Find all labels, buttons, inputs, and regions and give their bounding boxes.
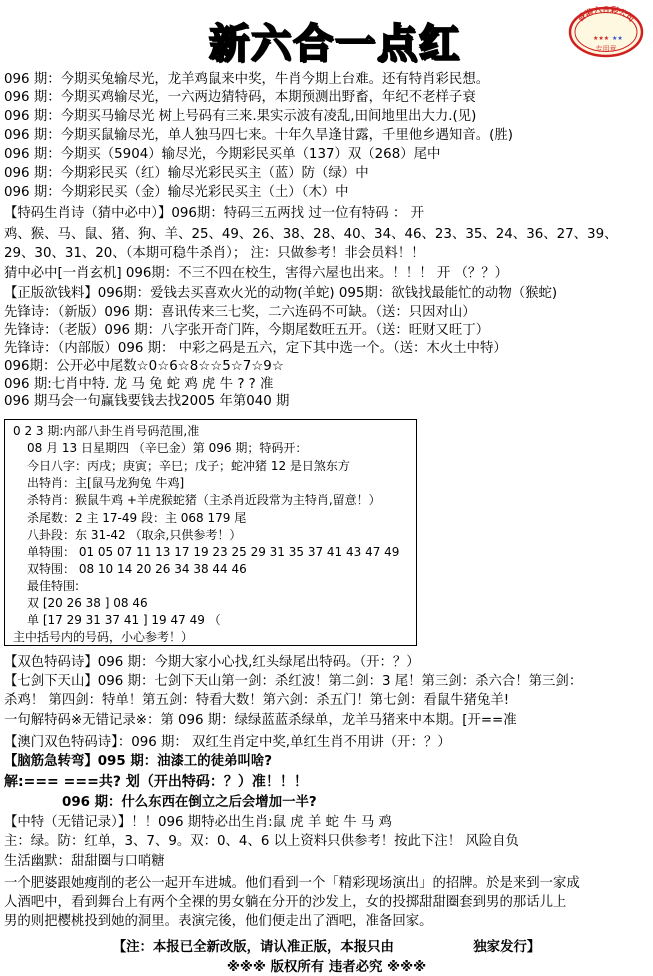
text-line: 先锋诗：（内部版）096 期： 中彩之码是五六，定下其中选一个。（送：木火土中特）	[4, 341, 507, 356]
official-seal-icon	[568, 6, 644, 58]
text-line: 【中特（无错记录）】！！096 期特必出生肖:鼠 虎 羊 蛇 牛 马 鸡	[4, 815, 392, 830]
text-line: 鸡、猴、马、鼠、猪、狗、羊、25、49、26、38、28、40、34、46、23、35、24、36、27、39、	[4, 227, 618, 242]
text-line: 男的则把樱桃投到她的洞里。表演完後，他们便走出了酒吧，准备回家。	[4, 914, 433, 929]
box-line: 杀特肖：猴鼠牛鸡 +羊虎猴蛇猪（主杀肖近段常为主特肖,留意！）	[27, 493, 381, 507]
text-line: 096期：公开必中尾数☆0☆6☆8☆☆5☆7☆9☆	[4, 359, 284, 374]
footer-notice-right: 独家发行】	[473, 940, 541, 955]
text-line: 096 期：今期买（5904）输尽光，今期彩民买单（137）双（268）尾中	[4, 147, 441, 162]
text-line: 杀鸡！ 第四剑：特单！第五剑：特看大数！第六剑：杀五门！第七剑：看鼠牛猪兔羊!	[4, 693, 510, 708]
box-line: 最佳特围:	[27, 579, 80, 593]
text-line: 096 期：今期买鼠输尽光，单人独马四七来。十年久旱逢甘露，千里他乡遇知音。(胜)	[4, 128, 513, 143]
text-line: 【脑筋急转弯】095 期：油漆工的徒弟叫啥?	[4, 754, 273, 769]
text-line: 【双色特码诗】096 期：今期大家小心找,红头绿尾出特码。（开：？）	[4, 655, 420, 670]
box-line: 0 2 3 期:内部八卦生肖号码范围,准	[13, 424, 200, 438]
svg-text:★★★: ★★★	[593, 35, 610, 42]
seal-bottom-text: 专用章	[595, 45, 617, 53]
text-line: 29、30、31、20、（本期可稳牛杀肖）； 注：只做参考！非会员料！！	[4, 246, 425, 261]
text-line: 096 期：今期买兔输尽光，龙羊鸡鼠来中奖，牛肖今期上台难。还有特肖彩民想。	[4, 72, 490, 87]
masthead	[0, 0, 653, 70]
text-line: 096 期:七肖中特. 龙 马 兔 蛇 鸡 虎 牛 ? ? 准	[4, 377, 274, 392]
box-line: 08 月 13 日星期四 （辛巳金）第 096 期；特码开：	[27, 441, 308, 455]
text-line: 096 期：今期买鸡输尽光，一六两边猜特码，本期预测出野畜，年纪不老样子衰	[4, 90, 476, 105]
text-line: 先锋诗：（老版）096 期：八字张开奇门阵，今期尾数旺五开。（送：旺财又旺丁）	[4, 323, 490, 338]
text-line: 生活幽默：甜甜圈与口哨糖	[4, 854, 165, 869]
text-line: 096 期马会一句赢钱要钱去找2005 年第040 期	[4, 394, 290, 409]
box-line: 双 [20 26 38 ] 08 46	[27, 596, 148, 610]
box-line: 单 [17 29 31 37 41 ] 19 47 49 （	[27, 613, 221, 627]
text-line: 一句解特码※无错记录※：第 096 期：绿绿蓝蓝杀绿单，龙羊马猪来中本期。[开==准	[4, 713, 517, 728]
box-line: 杀尾数：2 主 17-49 段：主 068 179 尾	[27, 511, 247, 525]
text-line: 096 期：今期彩民买（金）输尽光彩民买主（土）（木）中	[4, 185, 349, 200]
seal-top-text: 香港六合彩公司	[575, 6, 637, 24]
text-line: 一个肥婆跟她瘦削的老公一起开车进城。他们看到一个「精彩现场演出」的招牌。於是来到一家成	[4, 876, 580, 891]
text-line: 猜中必中[一肖玄机] 096期：不三不四在校生，害得六屋也出来。！！！ 开 （？？）	[4, 266, 509, 281]
text-line: 096 期：今期买马输尽光 树上号码有三来.果实示波有凌乱,田间地里出大力.(见)	[4, 109, 477, 124]
box-line: 八卦段：东 31-42 （取余,只供参考！）	[27, 528, 242, 542]
text-line: 【澳门双色特码诗】：096 期： 双红生肖定中奖,单红生肖不用讲（开：？）	[4, 735, 451, 750]
footer-notice	[0, 936, 653, 955]
box-line: 单特围： 01 05 07 11 13 17 19 23 25 29 31 35 37 41 43 47 49	[27, 545, 400, 559]
text-line: 解:=== ===共? 划（开出特码：？）准！！！	[4, 774, 308, 790]
text-line: 【特码生肖诗（猜中必中）】096期：特码三五两找 过一位有特码 ： 开	[4, 206, 424, 221]
bagua-range-box	[4, 419, 417, 646]
text-line: 人酒吧中，看到舞台上有两个全裸的男女躺在分开的沙发上，女的投掷甜甜圈套到男的那话儿上	[4, 895, 567, 910]
text-line: 【正版欲钱料】096期：爱钱去买喜欢火光的动物(羊蛇) 095期：欲钱找最能忙的动物（猴蛇)	[4, 286, 558, 301]
page-title: 新六合一点红	[209, 21, 461, 67]
footer-copyright: ※※※ 版权所有 违者必究 ※※※	[226, 960, 427, 975]
text-line: 主：绿。防：红单，3、7、9。双：0、4、6 以上资料只供参考！按此下注！ 风险自负	[4, 834, 519, 849]
svg-text:★★: ★★	[612, 35, 623, 42]
text-line: 先锋诗：（新版）096 期：喜讯传来三七奖，二六连码不可缺。（送：只因对山）	[4, 305, 476, 320]
box-line: 双特围： 08 10 14 20 26 34 38 44 46	[27, 562, 247, 576]
text-line: 096 期：今期彩民买（红）输尽光彩民买主（蓝）防（绿）中	[4, 166, 369, 181]
box-line: 今日八字：丙戌；庚寅；辛巳；戊子；蛇冲猪 12 是日煞东方	[27, 459, 350, 473]
box-line: 出特肖：主[鼠马龙狗兔 牛鸡]	[27, 476, 185, 490]
text-line: 【七剑下天山】096 期：七剑下天山第一剑：杀红波！第二剑：3 尾！第三剑：杀六合！第三剑：	[4, 674, 583, 689]
footer-notice-left: 【注：本报已全新改版，请认准正版，本报只由	[112, 940, 394, 955]
box-line: 主中括号内的号码，小心参考！）	[13, 630, 194, 644]
text-line: 096 期：什么东西在倒立之后会增加一半?	[62, 795, 317, 810]
